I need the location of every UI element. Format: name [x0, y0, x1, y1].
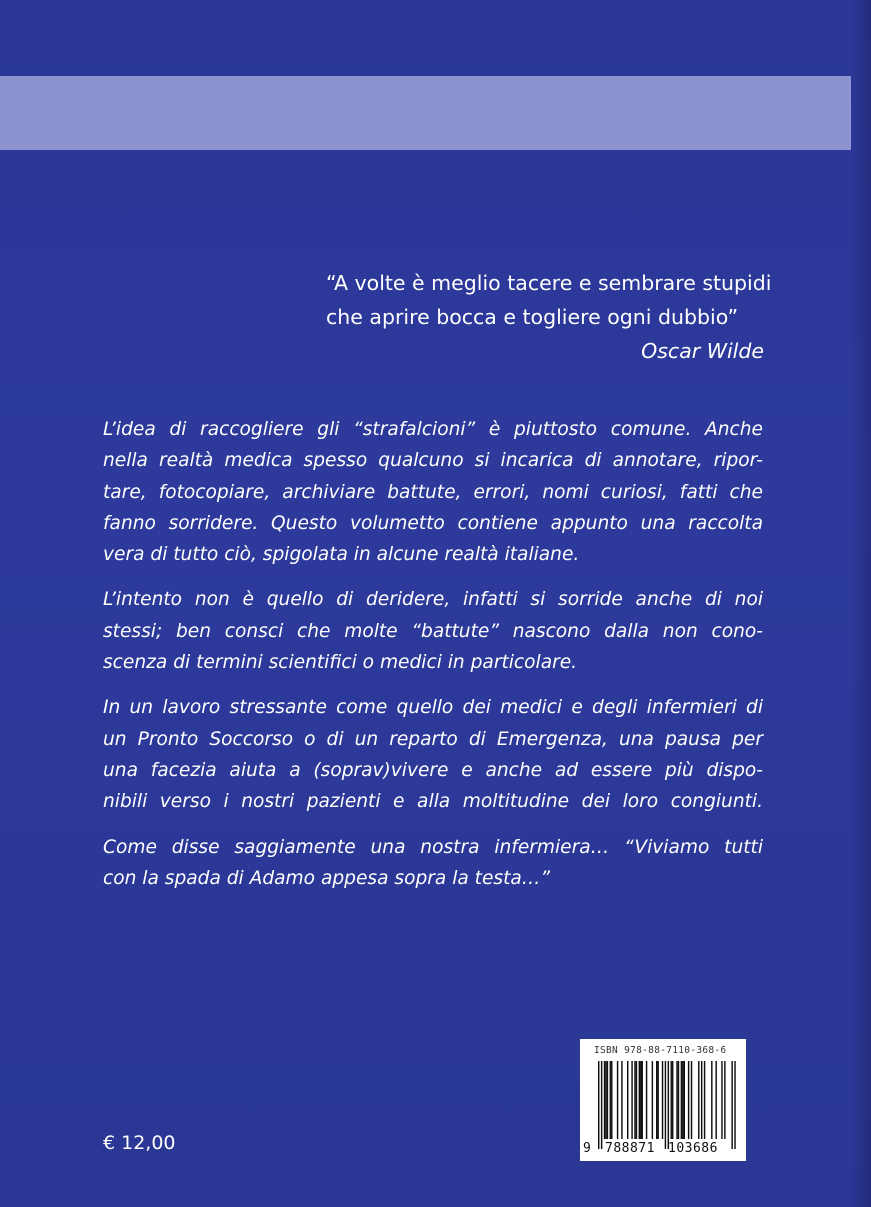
ean-first-digit: 9	[583, 1141, 591, 1156]
blurb-line: L’idea di raccogliere gli “strafalcioni” è piuttosto comune. Anche	[103, 419, 763, 440]
blurb-line: un Pronto Soccorso o di un reparto di Emergenza, una pausa per	[103, 728, 763, 750]
barcode-bar	[691, 1061, 692, 1139]
barcode-bar	[607, 1061, 608, 1139]
barcode-bar	[642, 1061, 643, 1139]
blurb-paragraph	[103, 692, 763, 817]
blurb-line: L’intento non è quello di deridere, infatti si sorride anche di noi	[103, 589, 763, 611]
barcode-bar	[662, 1061, 663, 1139]
blurb-paragraph	[103, 832, 763, 895]
epigraph-line: che aprire bocca e togliere ogni dubbio”	[326, 305, 739, 329]
barcode-bar	[704, 1061, 705, 1139]
barcode-bar	[701, 1061, 702, 1139]
barcode-bar	[617, 1061, 618, 1139]
barcode-bar	[731, 1061, 732, 1149]
epigraph-line: “A volte è meglio tacere e sembrare stupidi	[326, 271, 772, 295]
barcode-bar	[611, 1061, 612, 1139]
barcode-bar	[678, 1061, 679, 1139]
barcode-bar	[631, 1061, 632, 1139]
ean-left-group: 788871	[605, 1141, 655, 1156]
barcode-bar	[682, 1061, 683, 1139]
blurb-text	[103, 414, 763, 908]
barcode-bar	[652, 1061, 653, 1139]
barcode-bar	[598, 1061, 599, 1149]
barcode-bar	[711, 1061, 712, 1139]
barcode-bar	[610, 1061, 611, 1139]
barcode-bar	[721, 1061, 722, 1139]
barcode-bar	[672, 1061, 673, 1139]
barcode-bar	[688, 1061, 689, 1139]
price-label: € 12,00	[103, 1132, 176, 1154]
barcode-bar	[605, 1061, 606, 1139]
blurb-line: In un lavoro stressante come quello dei medici e degli infermieri di	[103, 697, 763, 719]
barcode-bar	[646, 1061, 647, 1139]
blurb-line: vera di tutto ciò, spigolata in alcune realtà italiane.	[103, 544, 580, 566]
barcode-bar	[698, 1061, 699, 1139]
barcode-bar	[724, 1061, 725, 1139]
blurb-line: nella realtà medica spesso qualcuno si incarica di annotare, ripor-	[103, 450, 763, 472]
barcode-bar	[657, 1061, 658, 1139]
barcode-bar	[668, 1061, 669, 1149]
barcode-bar	[640, 1061, 641, 1139]
cover-edge-shadow	[851, 0, 871, 1207]
barcode-bar	[634, 1061, 635, 1139]
barcode-bar	[627, 1061, 628, 1139]
blurb-line: una facezia aiuta a (soprav)vivere e anche ad essere più dispo-	[103, 759, 763, 781]
blurb-line: fanno sorridere. Questo volumetto contiene appunto una raccolta	[103, 512, 763, 534]
barcode-bar	[671, 1061, 672, 1139]
barcode-bar	[656, 1061, 657, 1139]
barcode-bar	[681, 1061, 682, 1139]
epigraph-author: Oscar Wilde	[641, 339, 764, 363]
barcode-bar	[636, 1061, 637, 1139]
barcode-bar	[601, 1061, 602, 1149]
barcode-bar	[639, 1061, 640, 1139]
barcode-bar	[734, 1061, 735, 1149]
decorative-band	[0, 76, 851, 150]
isbn-barcode	[580, 1039, 746, 1161]
blurb-line: stessi; ben consci che molte “battute” nascono dalla non cono-	[103, 620, 763, 642]
barcode-bar	[676, 1061, 677, 1139]
barcode-bar	[604, 1061, 605, 1139]
blurb-line: Come disse saggiamente una nostra infermiera… “Viviamo tutti	[103, 836, 763, 858]
blurb-line: tare, fotocopiare, archiviare battute, errori, nomi curiosi, fatti che	[103, 481, 763, 503]
barcode-bar	[684, 1061, 685, 1139]
barcode-bar	[665, 1061, 666, 1149]
blurb-paragraph	[103, 414, 763, 570]
barcode-bar	[621, 1061, 622, 1139]
blurb-line: nibili verso i nostri pazienti e alla moltitudine dei loro congiunti.	[103, 791, 763, 813]
blurb-line: scenza di termini scientifici o medici in particolare.	[103, 652, 578, 674]
blurb-paragraph	[103, 584, 763, 678]
ean-right-group: 103686	[668, 1141, 718, 1156]
epigraph-quote	[326, 266, 772, 368]
isbn-label: ISBN 978-88-7110-368-6	[594, 1045, 727, 1056]
barcode-bar	[715, 1061, 716, 1139]
blurb-line: con la spada di Adamo appesa sopra la testa…”	[103, 867, 550, 889]
